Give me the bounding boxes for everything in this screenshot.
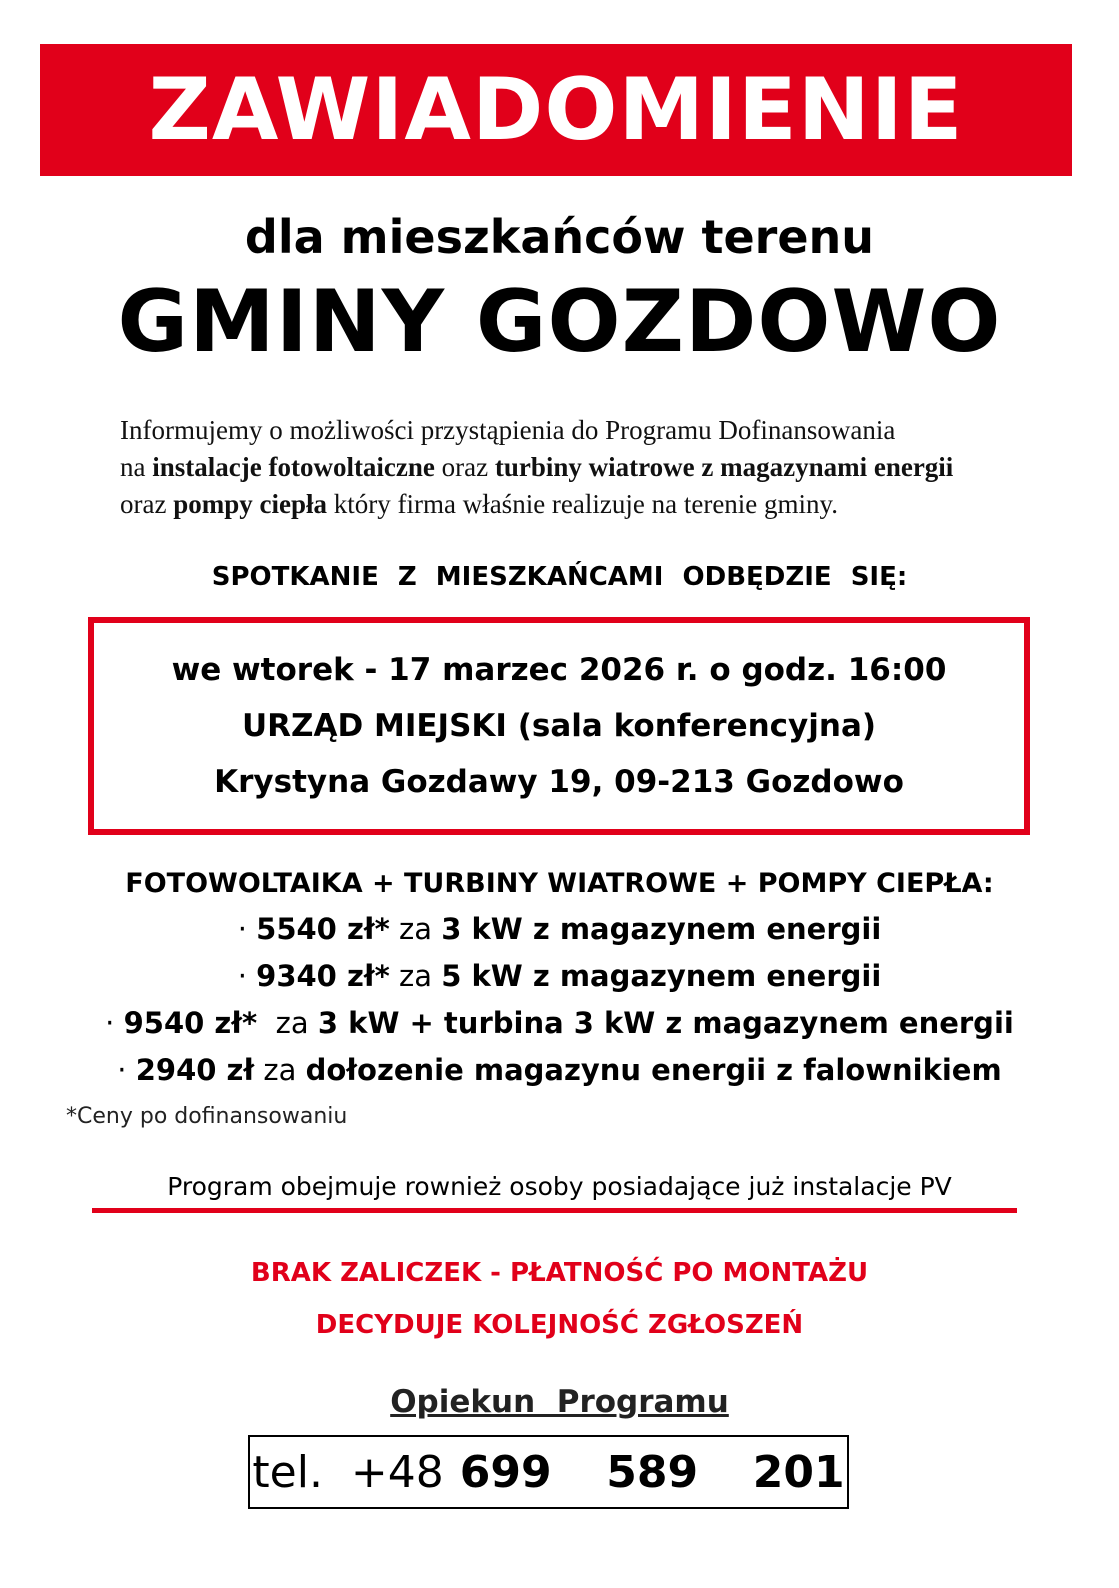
pv-note: Program obejmuje rownież osoby posiadające już instalacje PV: [167, 1172, 952, 1201]
offer-price: 9540 zł*: [123, 1006, 258, 1040]
phone-prefix: tel. +48: [252, 1446, 444, 1498]
offer-item: · 2940 zł za dołozenie magazynu energii z falownikiem: [117, 1053, 1002, 1087]
first-come-note: DECYDUJE KOLEJNOŚĆ ZGŁOSZEŃ: [315, 1310, 804, 1340]
offer-item: · 9340 zł* za 5 kW z magazynem energii: [237, 959, 882, 993]
offer-price: 2940 zł: [135, 1053, 255, 1087]
offer-price: 9340 zł*: [256, 959, 390, 993]
offer-price: 5540 zł*: [256, 912, 390, 946]
meeting-details-box: [88, 617, 1030, 835]
turbine-highlight: turbiny wiatrowe z magazynami energii: [494, 452, 954, 482]
offer-item: · 5540 zł* za 3 kW z magazynem energii: [237, 912, 882, 946]
no-advance-payment-note: BRAK ZALICZEK - PŁATNOŚĆ PO MONTAŻU: [250, 1258, 869, 1288]
municipality-heading: GMINY GOZDOWO: [117, 272, 1002, 372]
meeting-place: URZĄD MIEJSKI (sala konferencyjna): [241, 708, 877, 744]
pv-underline: [92, 1208, 1017, 1213]
offer-desc: 5 kW z magazynem energii: [441, 959, 882, 993]
offer-desc: dołozenie magazynu energii z falownikiem: [305, 1053, 1002, 1087]
intro-line-1: Informujemy o możliwości przystąpienia do Programu Dofinansowania: [120, 415, 896, 445]
offer-item: · 9540 zł* za 3 kW + turbina 3 kW z magazynem energii: [105, 1006, 1014, 1040]
pv-highlight: instalacje fotowoltaiczne: [152, 452, 435, 482]
price-footnote: *Ceny po dofinansowaniu: [66, 1104, 348, 1129]
intro-paragraph: [120, 412, 1040, 523]
meeting-address: Krystyna Gozdawy 19, 09-213 Gozdowo: [214, 764, 904, 800]
phone-box: [248, 1435, 849, 1509]
intro-line-3: oraz pompy ciepła który firma właśnie realizuje na terenie gminy.: [120, 489, 839, 519]
contact-label: Opiekun Programu: [390, 1384, 729, 1420]
title-banner: [40, 44, 1072, 176]
meeting-date: we wtorek - 17 marzec 2026 r. o godz. 16:00: [171, 652, 947, 688]
subtitle: dla mieszkańców terenu: [244, 210, 875, 264]
intro-line-2: na instalacje fotowoltaiczne oraz turbiny wiatrowe z magazynami energii: [120, 452, 954, 482]
offer-section: [0, 862, 1119, 1094]
offer-desc: 3 kW + turbina 3 kW z magazynem energii: [317, 1006, 1014, 1040]
offer-heading: FOTOWOLTAIKA + TURBINY WIATROWE + POMPY CIEPŁA:: [125, 868, 994, 899]
offer-desc: 3 kW z magazynem energii: [441, 912, 882, 946]
title: ZAWIADOMIENIE: [148, 60, 964, 160]
phone-number: 699 589 201: [459, 1446, 845, 1498]
heatpump-highlight: pompy ciepła: [173, 489, 327, 519]
meeting-heading: SPOTKANIE Z MIESZKAŃCAMI ODBĘDZIE SIĘ:: [211, 562, 908, 592]
